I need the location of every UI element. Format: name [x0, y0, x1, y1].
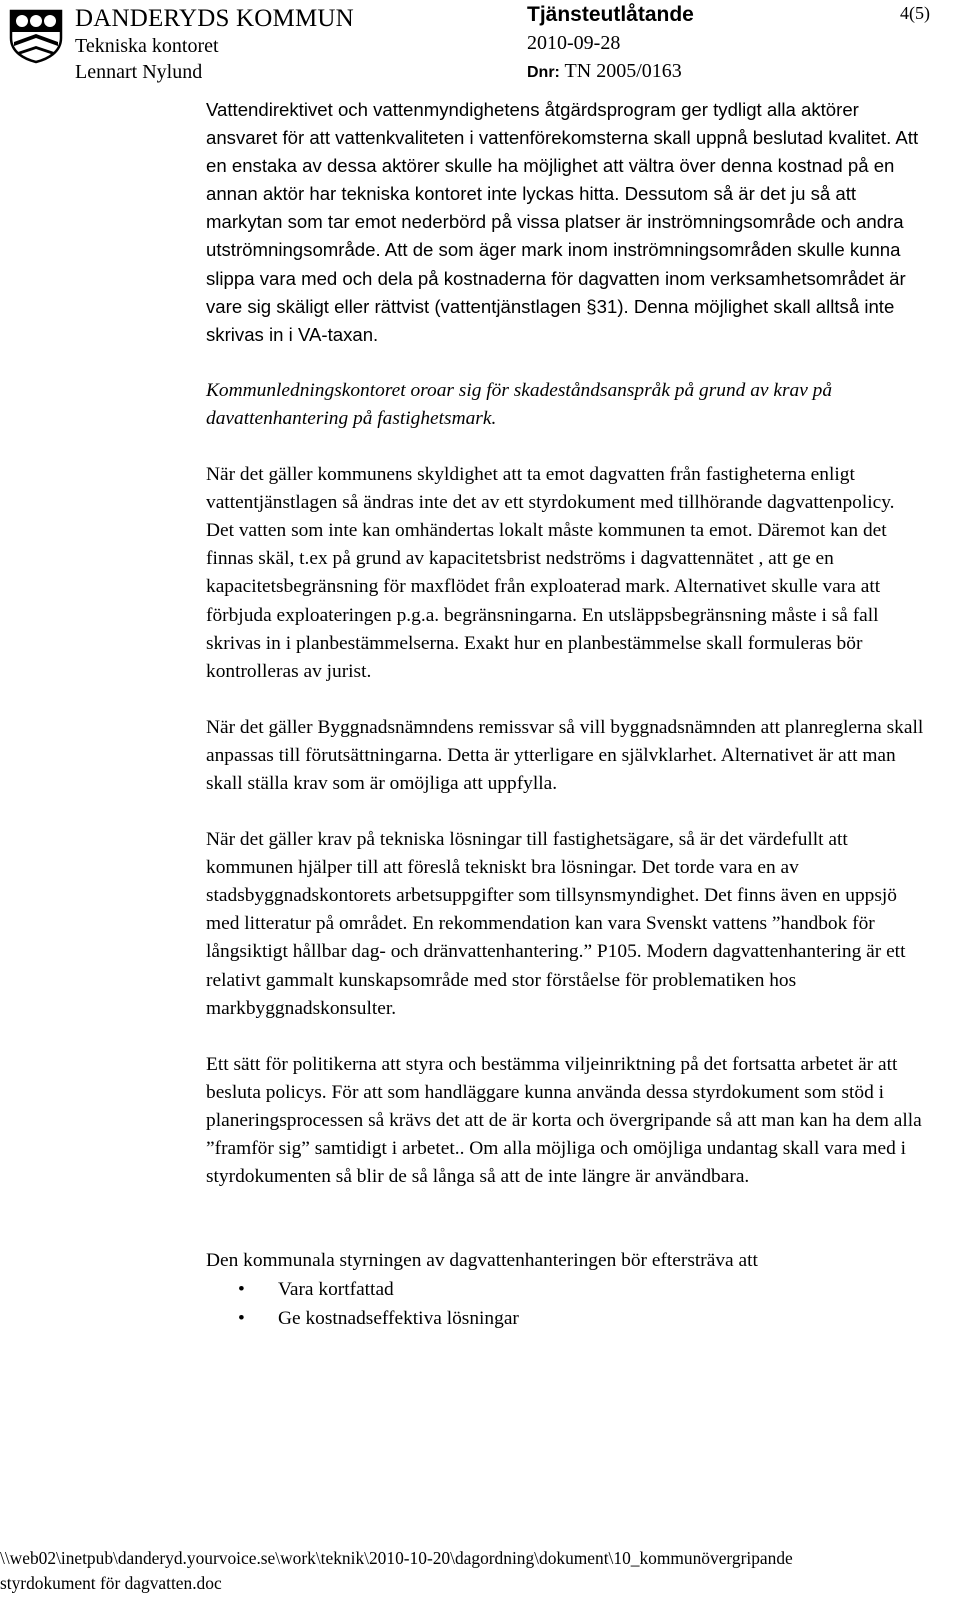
paragraph-municipal-obligation: När det gäller kommunens skyldighet att ta emot dagvatten från fastigheterna enligt vattentjänstlagen så ändras inte det av ett styrdokument med tillhörande dagvattenpolicy. Det vatten som inte kan omhändertas lokalt måste kommunen ta emot. Däremot kan det finnas skäl, t.ex på grund av kapacitetsbrist nedströms i dagvattennätet , att ge en kapacitetsbegränsning för maxflödet från exploaterad mark. Alternativet skulle vara att förbjuda exploateringen p.g.a. begränsningarna. En utsläppsbegränsning måste i så fall skrivas in i planbestämmelserna. Exakt hur en planbestämmelse skall formuleras bör kontrolleras av jurist. [206, 464, 895, 682]
list-item [206, 1304, 926, 1333]
paragraph-policies: Ett sätt för politikerna att styra och bestämma viljeinriktning på det fortsatta arbetet är att besluta policys. För att som handläggare kunna använda dessa styrdokument som stöd i planeringsprocessen så krävs det att de är korta och övergripande så att man kan ha dem alla ”framför sig” samtidigt i arbetet.. Om alla möjliga och omöjliga undantag skall vara med i styrdokumenten så blir de så långa så att de inte längre är användbara. [206, 1053, 922, 1188]
page-number: 4(5) [900, 3, 930, 23]
department-name: Tekniska kontoret [75, 35, 219, 57]
steering-goals-list [206, 1275, 926, 1333]
page-footer [0, 1546, 960, 1596]
registration-number [527, 58, 682, 86]
footer-file-path: \\web02\inetpub\danderyd.yourvoice.se\work\teknik\2010-10-20\dagordning\dokument\10_kommunövergripande [0, 1548, 793, 1568]
organization-name: DANDERYDS KOMMUN [75, 5, 354, 32]
author-name: Lennart Nylund [75, 61, 203, 83]
paragraph-technical-solutions: När det gäller krav på tekniska lösningar till fastighetsägare, så är det värdefullt att kommunen hjälper till att föreslå tekniskt bra lösningar. Det torde vara en av stadsbyggnadskontorets arbetsuppgifter som tillsynsmyndighet. Det finns även en uppsjö med litteratur på området. En rekommendation kan vara Svenskt vattens ”handbok för långsiktigt hållbar dag- och dränvattenhantering.” P105. Modern dagvattenhantering är ett relativt gammalt kunskapsområde med stor förståelse för problematiken hos markbyggnadskonsulter. [206, 829, 906, 1019]
paragraph-water-directive: Vattendirektivet och vattenmyndighetens åtgärdsprogram ger tydligt alla aktörer ansvaret för att vattenkvaliteten i vattenförekomsterna skall uppnå beslutad kvalitet. Att en enstaka av dessa aktörer skulle ha möjlighet att vältra över denna kostnad på en annan aktör har tekniska kontoret inte lyckas hitta. Dessutom så är det ju så att markytan som tar emot nederbörd på vissa platser är inströmningsområde och andra utströmningsområde. Att de som äger mark inom inströmningsområden skulle kunna slippa vara med och dela på kostnaderna för dagvatten inom verksamhetsområdet är vare sig skäligt eller rättvist (vattentjänstlagen §31). Denna möjlighet skall alltså inte skrivas in i VA-taxan. [206, 99, 919, 345]
document-type: Tjänsteutlåtande [527, 3, 694, 26]
list-item [206, 1275, 926, 1304]
registration-number-label: Dnr: [527, 64, 560, 81]
municipal-coat-of-arms-icon [8, 8, 64, 64]
paragraph-building-committee: När det gäller Byggnadsnämndens remissvar så vill byggnadsnämnden att planreglerna skall anpassas till förutsättningarna. Detta är ytterligare en självklarhet. Alternativet är att man skall ställa krav som är omöjliga att uppfylla. [206, 716, 924, 794]
paragraph-damage-claims: Kommunledningskontoret oroar sig för skadeståndsanspråk på grund av krav på davattenhantering på fastighetsmark. [206, 379, 833, 429]
page-header [0, 0, 960, 90]
bullet-icon: • [238, 1308, 245, 1330]
document-body [206, 96, 926, 1333]
list-item-text: Ge kostnadseffektiva lösningar [278, 1308, 519, 1330]
list-item-text: Vara kortfattad [278, 1279, 394, 1301]
registration-number-value: TN 2005/0163 [564, 60, 682, 82]
footer-file-name: styrdokument för dagvatten.doc [0, 1573, 222, 1593]
paragraph-steering-intro: Den kommunala styrningen av dagvattenhanteringen bör eftersträva att [206, 1250, 758, 1272]
bullet-icon: • [238, 1279, 245, 1301]
document-date: 2010-09-28 [527, 32, 621, 54]
